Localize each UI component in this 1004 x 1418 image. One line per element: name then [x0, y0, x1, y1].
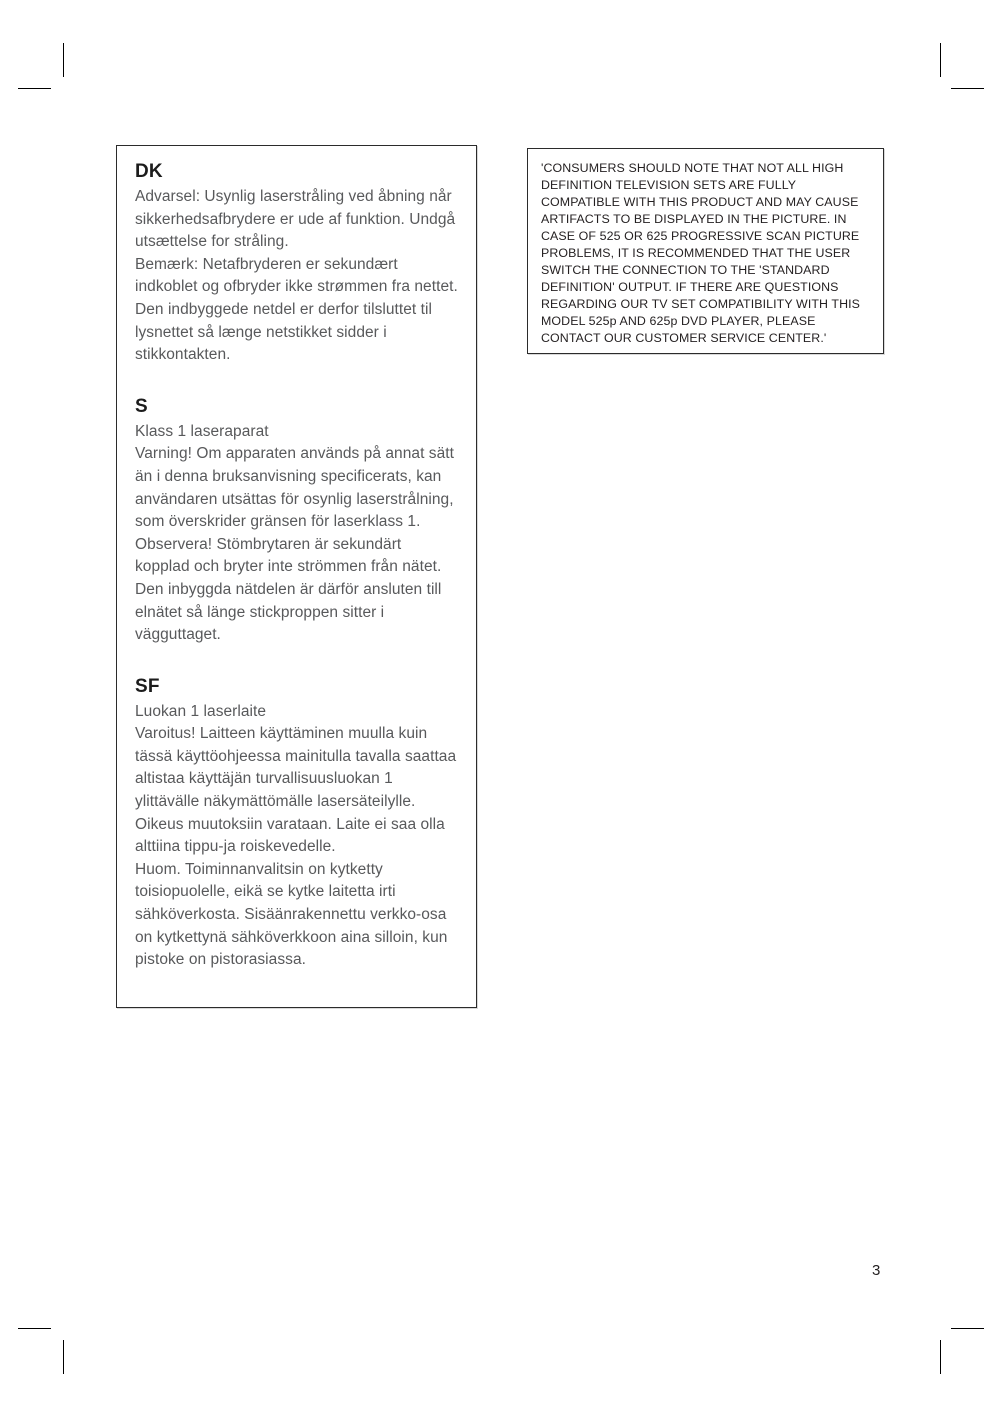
laser-safety-panel: [116, 145, 477, 1008]
crop-mark-bottom-right-horizontal: [951, 1328, 984, 1329]
hdtv-compatibility-notice-panel: [527, 148, 884, 354]
page-number: 3: [872, 1262, 881, 1279]
crop-mark-top-left-horizontal: [18, 88, 51, 89]
language-heading-sf: SF: [135, 675, 160, 697]
crop-mark-bottom-left-horizontal: [18, 1328, 51, 1329]
language-body-dk: Advarsel: Usynlig laserstråling ved åbning når sikkerhedsafbrydere er ude af funktion. Undgå utsættelse for stråling. Bemærk: Netafbryderen er sekundært indkoblet og ofbryder ikke strømmen fra nettet. Den indbyggede netdel er derfor tilsluttet til lysnettet så længe netstikket sidder i stikkontakten.: [135, 188, 458, 364]
language-block-dk: [135, 160, 458, 367]
language-body-sf: Luokan 1 laserlaite Varoitus! Laitteen käyttäminen muulla kuin tässä käyttöohjeessa mainitulla tavalla saattaa altistaa käyttäjän turvallisuusluokan 1 ylittävälle näkymättömälle lasersäteilylle. Oikeus muutoksiin varataan. Laite ei saa olla alttiina tippu-ja roiskevedelle. Huom. Toiminnanvalitsin on kytketty toisiopuolelle, eikä se kytke laitetta irti sähköverkosta. Sisäänrakennettu verkko-osa on kytkettynä sähköverkkoon aina silloin, kun pistoke on pistorasiassa.: [135, 702, 457, 969]
crop-mark-bottom-left-vertical: [63, 1340, 64, 1374]
language-heading-dk: DK: [135, 161, 163, 182]
crop-mark-top-right-vertical: [940, 43, 941, 77]
crop-mark-top-left-vertical: [63, 43, 64, 77]
hdtv-compatibility-notice-text: 'CONSUMERS SHOULD NOTE THAT NOT ALL HIGH DEFINITION TELEVISION SETS ARE FULLY COMPATIBLE WITH THIS PRODUCT AND MAY CAUSE ARTIFACTS TO BE DISPLAYED IN THE PICTURE. IN CASE OF 525 OR 625 PROGRESSIVE SCAN PICTURE PROBLEMS, IT IS RECOMMENDED THAT THE USER SWITCH THE CONNECTION TO THE 'STANDARD DEFINITION' OUTPUT. IF THERE ARE QUESTIONS REGARDING OUR TV SET COMPATIBILITY WITH THIS MODEL 525p AND 625p DVD PLAYER, PLEASE CONTACT OUR CUSTOMER SERVICE CENTER.': [541, 161, 861, 345]
crop-mark-top-right-horizontal: [951, 88, 984, 89]
crop-mark-bottom-right-vertical: [940, 1340, 941, 1374]
language-heading-s: S: [135, 395, 148, 417]
language-body-s: Klass 1 laseraparat Varning! Om apparaten används på annat sätt än i denna bruksanvisning specificerats, kan användaren utsättas för osynlig laserstrålning, som överskrider gränsen för laserklass 1. Observera! Stömbrytaren är sekundärt kopplad och bryter inte strömmen från nätet. Den inbyggda nätdelen är därför ansluten till elnätet så länge stickproppen sitter i vägguttaget.: [135, 422, 454, 644]
language-block-sf: [135, 675, 458, 972]
language-block-s: [135, 395, 458, 647]
